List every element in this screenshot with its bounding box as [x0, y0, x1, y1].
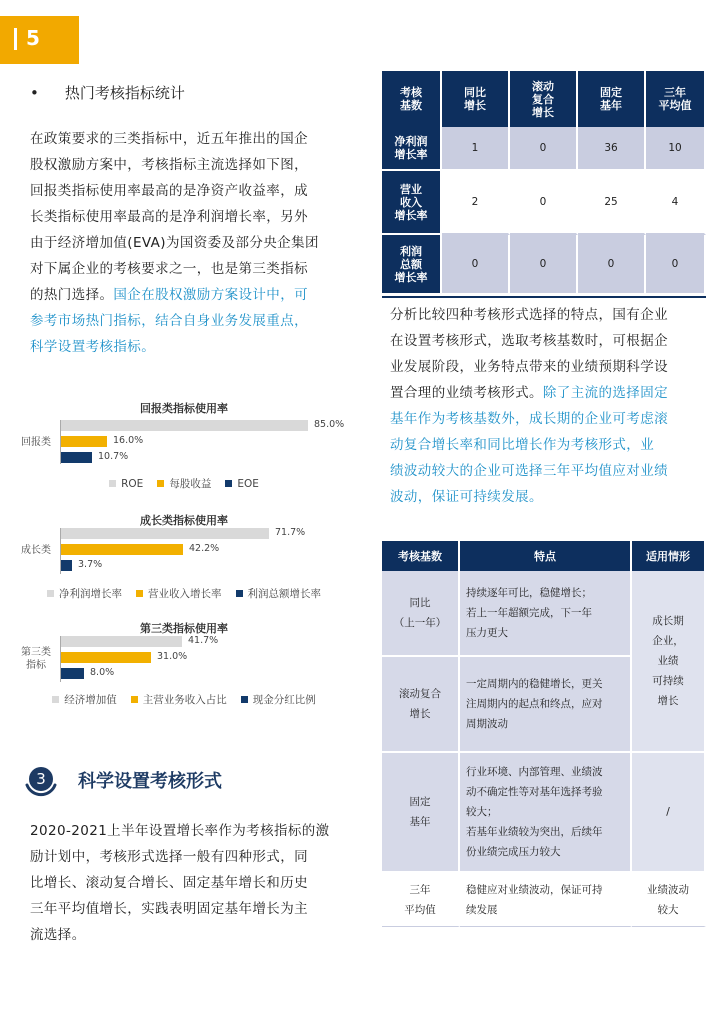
row-header-line: 增长率: [394, 148, 428, 161]
chart-bar: [61, 652, 151, 663]
intro-line: 股权激励方案中，考核指标主流选择如下图，: [30, 157, 308, 173]
features-cell: [460, 571, 632, 657]
legend-item: [225, 476, 259, 491]
basis-line: 基年: [409, 816, 431, 828]
table-row: [382, 235, 706, 295]
assessment-basis-count-table: [382, 71, 706, 295]
intro-line: 在政策要求的三类指标中，近五年推出的国企: [30, 131, 308, 147]
basis-line: 固定: [409, 796, 431, 808]
table-cell: 0: [510, 171, 578, 235]
row-header: [382, 171, 442, 235]
legend-swatch: [225, 480, 232, 487]
legend-item: [131, 692, 227, 707]
chart-title: 回报类指标使用率: [140, 402, 228, 415]
table-cell: 2: [442, 171, 510, 235]
scenario-cell: [632, 873, 706, 927]
analysis-highlight-line: 波动，保证可持续发展。: [390, 489, 543, 505]
basis-line: 三年: [409, 883, 431, 896]
table-header: 适用情形: [632, 541, 706, 571]
chart-bar: [61, 668, 84, 679]
chart-category-line: 指标: [26, 660, 46, 671]
legend-label: 营业收入增长率: [148, 588, 222, 600]
analysis-line: 在设置考核形式，选取考核基数时，可根据企: [390, 333, 668, 349]
chart-data-label: 3.7%: [78, 559, 103, 570]
legend-label: 现金分红比例: [252, 694, 316, 706]
table-header: [382, 71, 442, 127]
legend-swatch: [241, 696, 248, 703]
table-cell: 0: [646, 235, 706, 295]
chart-data-label: 31.0%: [157, 651, 188, 662]
header-line: 基数: [400, 99, 422, 112]
section-number: 3: [36, 770, 46, 788]
header-line: 平均值: [658, 99, 692, 112]
table-cell: 0: [578, 235, 646, 295]
basis-line: 滚动复合: [399, 688, 441, 700]
chart-category-label: 回报类: [21, 437, 51, 448]
legend-item: [236, 586, 322, 601]
legend-item: [241, 692, 316, 707]
features-cell: [460, 873, 632, 927]
table-header: 考核基数: [382, 541, 460, 571]
intro-text: 的热门选择。: [30, 287, 114, 303]
chart-legend: [14, 476, 354, 491]
table-row: [382, 571, 706, 657]
section3-paragraph: [30, 818, 350, 948]
chart-title: 成长类指标使用率: [140, 514, 228, 527]
row-header: [382, 235, 442, 295]
feature-line: 注周期内的起点和终点，应对: [466, 698, 603, 710]
intro-line: 长类指标使用率最高的是净利润增长率，另外: [30, 209, 308, 225]
header-line: 同比: [464, 86, 486, 99]
row-header-line: 利润: [400, 244, 422, 258]
legend-swatch: [157, 480, 164, 487]
legend-label: EOE: [237, 477, 259, 490]
chart-legend: [14, 586, 354, 601]
legend-item: [136, 586, 222, 601]
table-cell: 0: [510, 127, 578, 171]
table-cell: 1: [442, 127, 510, 171]
header-line: 增长: [532, 105, 554, 119]
scenario-line: 企业，: [652, 635, 684, 647]
legend-swatch: [136, 590, 143, 597]
legend-label: 利润总额增长率: [247, 588, 321, 600]
row-header: [382, 127, 442, 171]
row-header-line: 增长率: [394, 208, 428, 222]
page-number: 5: [26, 26, 40, 50]
intro-paragraph: [30, 126, 350, 360]
legend-swatch: [52, 696, 59, 703]
bullet-icon: •: [30, 84, 39, 102]
table-row: [382, 873, 706, 927]
chart-legend: [14, 692, 354, 707]
chart-bar: [61, 636, 182, 647]
feature-line: 续发展: [466, 903, 498, 916]
features-cell: [460, 657, 632, 753]
feature-line: 压力更大: [466, 627, 508, 639]
page-tab-divider: [14, 28, 17, 50]
basis-line: 增长: [409, 708, 431, 720]
section3-title: 科学设置考核形式: [78, 771, 222, 792]
table-cell: 36: [578, 127, 646, 171]
row-header-line: 净利润: [394, 135, 428, 148]
legend-label: ROE: [121, 477, 144, 490]
intro-highlight-line: 参考市场热门指标，结合自身业务发展重点，: [30, 313, 308, 329]
scenario-line: 业绩波动: [647, 883, 689, 896]
chart-growth-indicators: [14, 508, 354, 608]
chart-bar: [61, 528, 269, 539]
legend-item: [109, 476, 143, 491]
chart-data-label: 85.0%: [314, 419, 345, 430]
table-header: [510, 71, 578, 127]
feature-line: 若上一年超额完成，下一年: [466, 607, 592, 619]
table-header: 特点: [460, 541, 632, 571]
basis-line: 平均值: [404, 903, 436, 916]
legend-swatch: [109, 480, 116, 487]
legend-label: 每股收益: [169, 478, 212, 490]
section-number-circle-icon: [22, 761, 60, 799]
analysis-paragraph: [390, 302, 710, 510]
analysis-text: 置合理的业绩考核形式。: [390, 385, 543, 401]
feature-line: 一定周期内的稳健增长，更关: [466, 678, 603, 690]
analysis-line: 分析比较四种考核形式选择的特点，国有企业: [390, 307, 668, 323]
scenario-line: 成长期: [652, 615, 684, 627]
intro-line: 由于经济增加值(EVA)为国资委及部分央企集团: [30, 235, 319, 251]
features-cell: [460, 753, 632, 873]
section-heading: [30, 82, 185, 103]
row-header-line: 总额: [400, 257, 422, 271]
chart-category-label: [14, 646, 58, 672]
header-line: 增长: [464, 99, 486, 112]
chart-third-class-indicators: [14, 616, 354, 716]
chart-title: 第三类指标使用率: [140, 622, 228, 635]
table-bottom-rule: [382, 296, 706, 298]
table-header: [646, 71, 706, 127]
legend-swatch: [47, 590, 54, 597]
legend-item: [47, 586, 122, 601]
basis-cell: [382, 657, 460, 753]
chart-bar: [61, 560, 72, 571]
table-cell: 0: [442, 235, 510, 295]
chart-bar: [61, 436, 107, 447]
chart-category-line: 第三类: [21, 647, 51, 658]
scenario-cell: [632, 571, 706, 753]
legend-label: 主营业务收入占比: [142, 694, 227, 706]
table-row: [382, 753, 706, 873]
intro-highlight-text: 国企在股权激励方案设计中，可: [113, 287, 309, 303]
row-header-line: 营业: [400, 182, 422, 196]
analysis-line: 业发展阶段，业务特点带来的业绩预期科学设: [390, 359, 668, 375]
chart-bar: [61, 420, 308, 431]
table-header: [578, 71, 646, 127]
legend-label: 经济增加值: [64, 694, 117, 706]
analysis-highlight-text: 除了主流的选择固定: [542, 385, 669, 401]
chart-data-label: 42.2%: [189, 543, 220, 554]
row-header-line: 收入: [400, 195, 422, 209]
feature-line: 行业环境、内部管理、业绩波: [466, 766, 603, 778]
basis-line: （上一年）: [393, 617, 447, 629]
table-cell: 10: [646, 127, 706, 171]
table-row: [382, 127, 706, 171]
row-header-line: 增长率: [394, 270, 428, 284]
feature-line: 若基年业绩较为突出，后续年: [466, 826, 603, 838]
feature-line: 较大；: [466, 806, 498, 818]
header-line: 复合: [532, 92, 554, 106]
section3-line: 励计划中，考核形式选择一般有四种形式，同: [30, 849, 308, 865]
table-header: [442, 71, 510, 127]
table-cell: 25: [578, 171, 646, 235]
analysis-highlight-line: 动复合增长率和同比增长作为考核形式，业: [390, 437, 655, 453]
intro-line: 回报类指标使用率最高的是净资产收益率，成: [30, 183, 308, 199]
feature-line: 动不确定性等对基年选择考验: [466, 786, 603, 798]
header-line: 滚动: [532, 79, 554, 93]
table-cell: 0: [510, 235, 578, 295]
legend-swatch: [131, 696, 138, 703]
header-line: 三年: [664, 86, 686, 99]
chart-data-label: 8.0%: [90, 667, 115, 678]
legend-label: 净利润增长率: [59, 588, 122, 600]
legend-item: [157, 476, 211, 491]
analysis-line: [390, 380, 710, 406]
intro-highlight-line: 科学设置考核指标。: [30, 339, 156, 355]
feature-line: 份业绩完成压力较大: [466, 846, 561, 858]
section-heading-title: 热门考核指标统计: [64, 84, 185, 102]
basis-cell: [382, 571, 460, 657]
scenario-line: 增长: [657, 695, 679, 707]
chart-bar: [61, 544, 183, 555]
chart-data-label: 10.7%: [98, 451, 129, 462]
section3-line: 三年平均值增长，实践表明固定基年增长为主: [30, 901, 308, 917]
intro-line: [30, 282, 350, 308]
legend-swatch: [236, 590, 243, 597]
basis-line: 同比: [409, 597, 431, 609]
chart-return-indicators: [14, 396, 354, 496]
analysis-highlight-line: 基年作为考核基数外，成长期的企业可考虑滚: [390, 411, 668, 427]
feature-line: 稳健应对业绩波动，保证可持: [466, 883, 603, 896]
table-row: [382, 171, 706, 235]
basis-cell: [382, 873, 460, 927]
basis-cell: [382, 753, 460, 873]
legend-item: [52, 692, 117, 707]
chart-bar: [61, 452, 92, 463]
intro-line: 对下属企业的考核要求之一，也是第三类指标: [30, 261, 308, 277]
scenario-line: 业绩: [657, 655, 679, 667]
header-line: 基年: [600, 99, 622, 112]
scenario-line: 可持续: [652, 675, 684, 687]
scenario-cell: /: [632, 753, 706, 873]
section3-line: 2020-2021上半年设置增长率作为考核指标的激: [30, 823, 330, 839]
section3-line: 比增长、滚动复合增长、固定基年增长和历史: [30, 875, 308, 891]
table-cell: 4: [646, 171, 706, 235]
feature-line: 周期波动: [466, 718, 508, 730]
chart-data-label: 41.7%: [188, 635, 219, 646]
feature-line: 持续逐年可比，稳健增长；: [466, 587, 592, 599]
chart-data-label: 16.0%: [113, 435, 144, 446]
assessment-form-comparison-table: [382, 541, 706, 927]
chart-data-label: 71.7%: [275, 527, 306, 538]
section3-line: 流选择。: [30, 927, 86, 943]
page-number-tab: [0, 16, 79, 64]
header-line: 固定: [600, 86, 622, 99]
analysis-highlight-line: 绩波动较大的企业可选择三年平均值应对业绩: [390, 463, 668, 479]
chart-category-label: 成长类: [21, 545, 51, 556]
scenario-line: 较大: [657, 903, 679, 916]
header-line: 考核: [400, 86, 422, 99]
